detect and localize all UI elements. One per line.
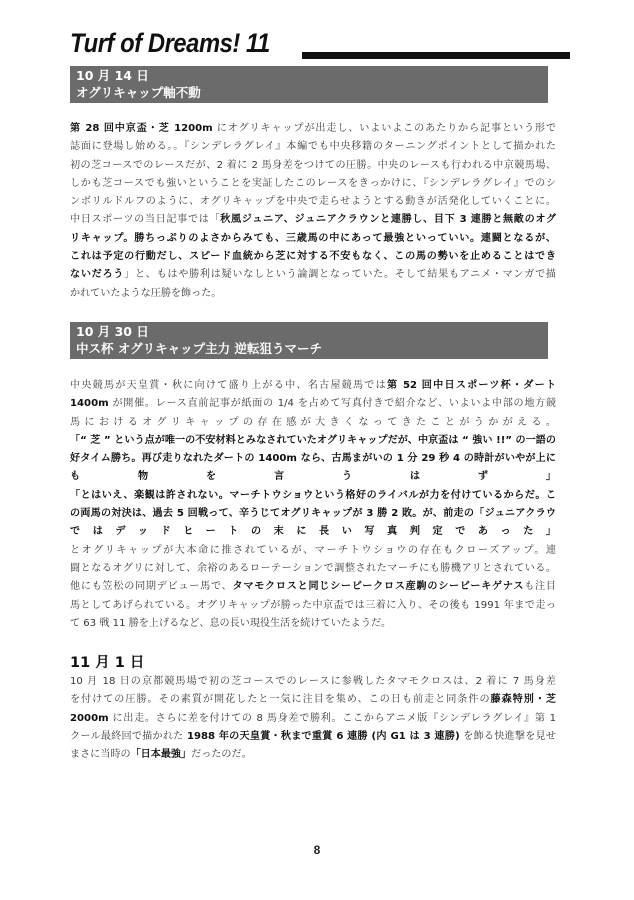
text-line: [70, 450, 556, 468]
text-line: [70, 673, 556, 691]
text-line: [70, 578, 556, 596]
page-number: 8: [313, 843, 321, 857]
text-line: [70, 248, 556, 266]
body-text: の両馬の対決は、過去 5 回戦って、辛うじてオグリキャップが 3 勝 2 敗。が、前走の「ジュニアクラウ: [70, 508, 556, 520]
body-text: 馬におけるオグリキャップの存在感が大きくなってきたことがうかがえる。: [70, 416, 556, 428]
text-line: [70, 230, 556, 248]
emphasis-text: 1988 年の天皇賞・秋まで重賞 6 連勝 (内 G1 は 3 連勝): [186, 730, 460, 742]
text-line: [70, 560, 556, 578]
text-line: [70, 120, 556, 138]
section1-body: [70, 120, 556, 303]
body-text: まさに当時の: [70, 749, 131, 761]
section-date-nov1: 11 月 1 日: [70, 655, 145, 671]
text-line: [70, 542, 556, 560]
text-line: [70, 468, 556, 486]
text-line: [70, 691, 556, 709]
text-line: [70, 432, 556, 450]
text-line: [70, 211, 556, 229]
emphasis-text: 第 28 回中京盃・芝 1200m: [70, 123, 213, 134]
body-text: も物を言うはず」: [70, 471, 556, 483]
text-line: [70, 414, 556, 432]
emphasis-text: 秋風ジュニア、ジュニアクラウンと連勝し、目下 3 連勝と無敵のオグ: [220, 214, 556, 226]
body-text: て 63 戦 11 勝を上げるなど、息の長い現役生活を続けていたようだ。: [70, 617, 392, 629]
text-line: [70, 728, 556, 746]
text-line: [70, 266, 556, 284]
body-text: 中日スポーツの当日記事では「: [70, 214, 221, 226]
body-text: 中央競馬が天皇賞・秋に向けて盛り上がる中、名古屋競馬では: [70, 380, 387, 391]
body-text: かれていたような圧勝を飾った。: [70, 287, 222, 299]
text-line: [70, 285, 556, 303]
body-text: 闘となるオグリに対して、余裕のあるローテーションで調整されたマーチにも勝機アリとされている。: [70, 562, 556, 574]
body-text: 初の芝コースでのレースだが、2 着に 2 馬身差をつけての圧勝。中央のレースも行われる中京競馬場、: [70, 159, 556, 171]
body-text: 他にも笠松の同期デビュー馬で、: [70, 581, 233, 593]
text-line: [70, 597, 556, 615]
section-headline: 中ス杯 オグリキャップ主力 逆転狙うマーチ: [76, 340, 322, 356]
body-text: 誌面に登場し始める。。『シンデレラグレイ』本編でも中央移籍のターニングポイントとして描かれた: [70, 141, 556, 153]
emphasis-text: 藤森特別・芝: [490, 694, 556, 706]
emphasis-text: 2000m: [70, 712, 109, 724]
text-line: [70, 487, 556, 505]
text-line: [70, 138, 556, 156]
section2-body: [70, 377, 556, 633]
body-text: も注目: [524, 581, 556, 593]
text-line: [70, 193, 556, 211]
text-line: [70, 175, 556, 193]
text-line: [70, 523, 556, 541]
body-text: 10 月 18 日の京都競馬場で初の芝コースでのレースに参戦したタマモクロスは、2 着に 7 馬身差: [70, 676, 556, 687]
body-text: クール最終回で描かれた: [70, 730, 187, 742]
body-text: を飾る快進撃を見せ: [463, 730, 556, 742]
body-text: 馬としてあげられている。オグリキャップが勝った中京盃では三着に入り、その後も 1991 年まで走っ: [70, 599, 556, 611]
body-text: 「“ 芝 ” という点が唯一の不安材料とみなされていたオグリキャップだが、中京盃は “ 強い !!” の一語の: [70, 434, 556, 446]
section-header-oct30: [70, 322, 548, 359]
title-rule: [302, 52, 570, 59]
body-text: を付けての圧勝。その素質が開花したと一気に注目を集め、この日も前走と同条件の: [70, 694, 491, 706]
body-text: に出走。さらに差を付けての 8 馬身差で勝利。ここからアニメ版『シンデレラグレイ』第 1: [108, 712, 556, 724]
section-header-oct14: [70, 66, 548, 103]
text-line: [70, 377, 556, 395]
emphasis-text: 1400m: [70, 398, 109, 410]
body-text: とオグリキャップが大本命に推されているが、マーチトウショウの存在もクローズアップ。連: [70, 544, 556, 556]
text-line: [70, 746, 556, 764]
body-text: しかも芝コースでも強いということを実証したこのレースをきっかけに、『シンデレラグレイ』でのシ: [70, 177, 556, 189]
text-line: [70, 157, 556, 175]
body-text: にオグリキャップが出走し、いよいよこのあたりから記事という形で: [212, 123, 556, 134]
body-text: 」と、もはや勝利は疑いなしという論調となっていた。そして結果もアニメ・マンガで描: [124, 269, 556, 281]
body-text: 好タイム勝ち。再び走りなれたダートの 1400m なら、古馬まがいの 1 分 29 秒 4 の時計がいやが上に: [70, 453, 556, 465]
section-date: 10 月 30 日: [76, 324, 149, 339]
body-text: だったのだ。: [191, 749, 252, 761]
text-line: [70, 615, 556, 633]
body-text: 「とはいえ、楽観は許されない。マーチトウショウという格好のライバルが力を付けているからだ。こ: [70, 489, 556, 501]
body-text: が開催。レース直前記事が紙面の 1/4 を占めて写真付きで紹介など、いよいよ中部の地方競: [108, 398, 556, 410]
emphasis-text: これは予定の行動だし、スピード血統から芝に対する不安もなく、この馬の勢いを止めることはでき: [70, 251, 556, 263]
section-date: 10 月 14 日: [76, 68, 149, 83]
text-line: [70, 505, 556, 523]
emphasis-text: リキャップ。勝ちっぷりのよさからみても、三歳馬の中にあって最強といっていい。連闘となるが、: [70, 232, 556, 244]
magazine-title: Turf of Dreams! 11: [70, 28, 270, 58]
emphasis-text: 「日本最強」: [130, 749, 192, 761]
emphasis-text: 第 52 回中日スポーツ杯・ダート: [386, 380, 556, 391]
section3-body: [70, 673, 556, 764]
body-text: ンボリルドルフのように、オグリキャップを中央で走らせようとする動きが活発化していくことに。: [70, 196, 556, 208]
emphasis-text: ないだろう: [70, 269, 125, 281]
text-line: [70, 395, 556, 413]
body-text: ではデッドヒートの末に長い写真判定であった」: [70, 526, 556, 538]
emphasis-text: タマモクロスと同じシービークロス産駒のシービーキゲナス: [232, 581, 525, 593]
section-headline: オグリキャップ軸不動: [76, 84, 201, 100]
text-line: [70, 710, 556, 728]
